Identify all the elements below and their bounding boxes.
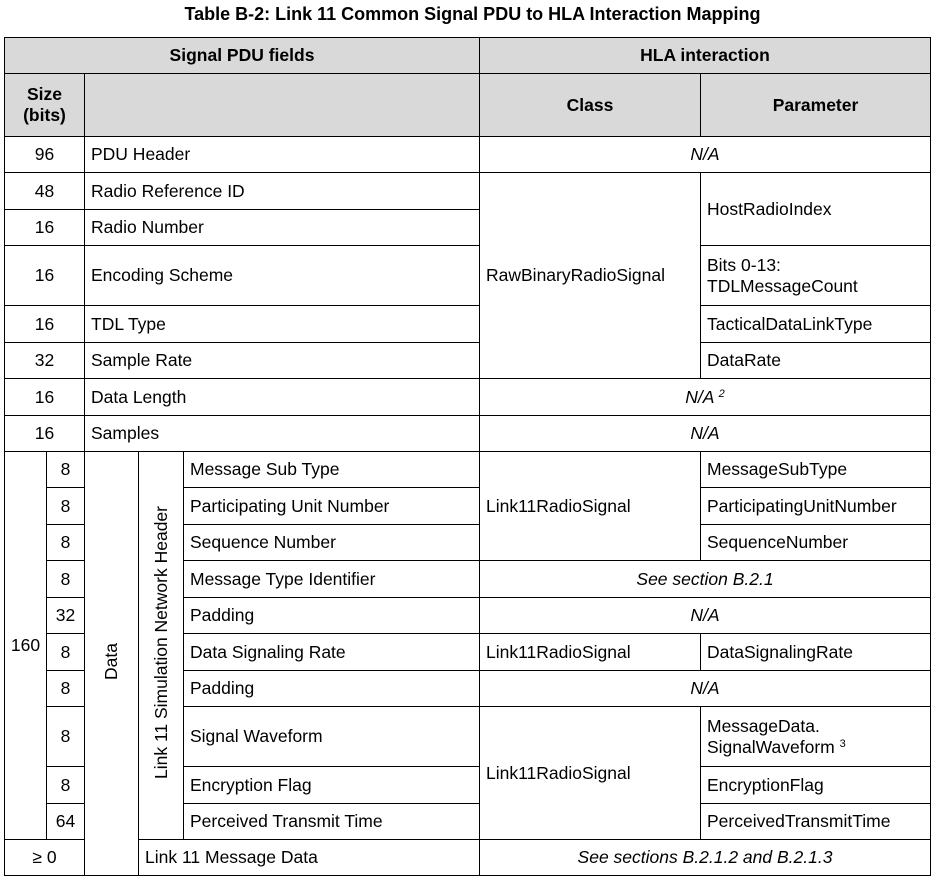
field-cell: Sequence Number	[184, 525, 480, 561]
hla-interaction-header: HLA interaction	[480, 38, 931, 74]
table-row	[5, 379, 931, 416]
mapping-table	[4, 37, 931, 876]
table-row	[5, 343, 931, 379]
parameter-cell: DataSignalingRate	[701, 634, 931, 671]
table-row	[5, 306, 931, 343]
field-cell: Signal Waveform	[184, 707, 480, 767]
hla-cell	[480, 379, 931, 416]
parameter-cell: SequenceNumber	[701, 525, 931, 561]
blank-header-cell	[85, 74, 480, 137]
size-cell: 64	[47, 804, 85, 840]
parameter-cell: HostRadioIndex	[701, 173, 931, 246]
hla-cell: N/A	[480, 137, 931, 173]
size-cell: 8	[47, 671, 85, 707]
field-cell: Participating Unit Number	[184, 488, 480, 525]
parameter-line: Bits 0-13:	[707, 254, 781, 275]
class-cell: Link11RadioSignal	[480, 707, 701, 840]
field-cell: Data Signaling Rate	[184, 634, 480, 671]
data-label-cell	[85, 452, 139, 876]
table-row	[5, 416, 931, 452]
parameter-cell: PerceivedTransmitTime	[701, 804, 931, 840]
size-cell: 8	[47, 767, 85, 804]
size-cell: 32	[47, 598, 85, 634]
table-row	[5, 452, 931, 488]
table-row	[5, 840, 931, 876]
size-cell: 48	[5, 173, 85, 210]
field-cell: Message Sub Type	[184, 452, 480, 488]
network-header-label: Link 11 Simulation Network Header	[150, 506, 171, 780]
field-cell: Encryption Flag	[184, 767, 480, 804]
size-bits-header: Size (bits)	[5, 74, 85, 137]
field-cell: Data Length	[85, 379, 480, 416]
size-cell: 16	[5, 210, 85, 246]
field-cell: Link 11 Message Data	[139, 840, 480, 876]
field-cell: Radio Number	[85, 210, 480, 246]
size-cell: ≥ 0	[5, 840, 85, 876]
size-cell: 96	[5, 137, 85, 173]
size-cell: 8	[47, 488, 85, 525]
header-row-2	[5, 74, 931, 137]
data-label: Data	[101, 642, 121, 680]
size-cell: 16	[5, 379, 85, 416]
class-cell: RawBinaryRadioSignal	[480, 173, 701, 379]
size-cell: 8	[47, 452, 85, 488]
hla-cell: See section B.2.1	[480, 561, 931, 598]
size-cell: 8	[47, 707, 85, 767]
field-cell: Radio Reference ID	[85, 173, 480, 210]
footnote-ref: 3	[839, 737, 846, 750]
signal-pdu-fields-header: Signal PDU fields	[5, 38, 480, 74]
parameter-line: TDLMessageCount	[707, 275, 858, 296]
parameter-header: Parameter	[701, 74, 931, 137]
parameter-line: MessageData.	[707, 715, 820, 736]
network-header-label-cell	[139, 452, 184, 840]
field-cell: PDU Header	[85, 137, 480, 173]
hla-text: N/A	[685, 386, 714, 407]
size-cell: 8	[47, 561, 85, 598]
footnote-ref: 2	[718, 387, 725, 400]
parameter-cell: EncryptionFlag	[701, 767, 931, 804]
field-cell: Padding	[184, 671, 480, 707]
hla-cell: See sections B.2.1.2 and B.2.1.3	[480, 840, 931, 876]
field-cell: Sample Rate	[85, 343, 480, 379]
size-cell: 32	[5, 343, 85, 379]
parameter-cell	[701, 707, 931, 767]
field-cell: Perceived Transmit Time	[184, 804, 480, 840]
parameter-cell: DataRate	[701, 343, 931, 379]
hla-cell: N/A	[480, 598, 931, 634]
table-row	[5, 246, 931, 306]
size-cell: 8	[47, 634, 85, 671]
parameter-line: SignalWaveform	[707, 736, 835, 757]
table-caption: Table B-2: Link 11 Common Signal PDU to HLA Interaction Mapping	[184, 4, 761, 24]
table-row	[5, 137, 931, 173]
size-cell: 16	[5, 416, 85, 452]
class-header: Class	[480, 74, 701, 137]
parameter-cell: TacticalDataLinkType	[701, 306, 931, 343]
parameter-cell: ParticipatingUnitNumber	[701, 488, 931, 525]
field-cell: Encoding Scheme	[85, 246, 480, 306]
parameter-cell: MessageSubType	[701, 452, 931, 488]
field-cell: Samples	[85, 416, 480, 452]
field-cell: Padding	[184, 598, 480, 634]
hla-cell: N/A	[480, 671, 931, 707]
size-cell: 16	[5, 246, 85, 306]
parameter-cell	[701, 246, 931, 306]
header-row-1	[5, 38, 931, 74]
class-cell: Link11RadioSignal	[480, 452, 701, 561]
hla-cell: N/A	[480, 416, 931, 452]
field-cell: TDL Type	[85, 306, 480, 343]
size-cell: 16	[5, 306, 85, 343]
class-cell: Link11RadioSignal	[480, 634, 701, 671]
table-row	[5, 173, 931, 210]
size-cell: 8	[47, 525, 85, 561]
field-cell: Message Type Identifier	[184, 561, 480, 598]
total-size-cell: 160	[5, 452, 47, 840]
